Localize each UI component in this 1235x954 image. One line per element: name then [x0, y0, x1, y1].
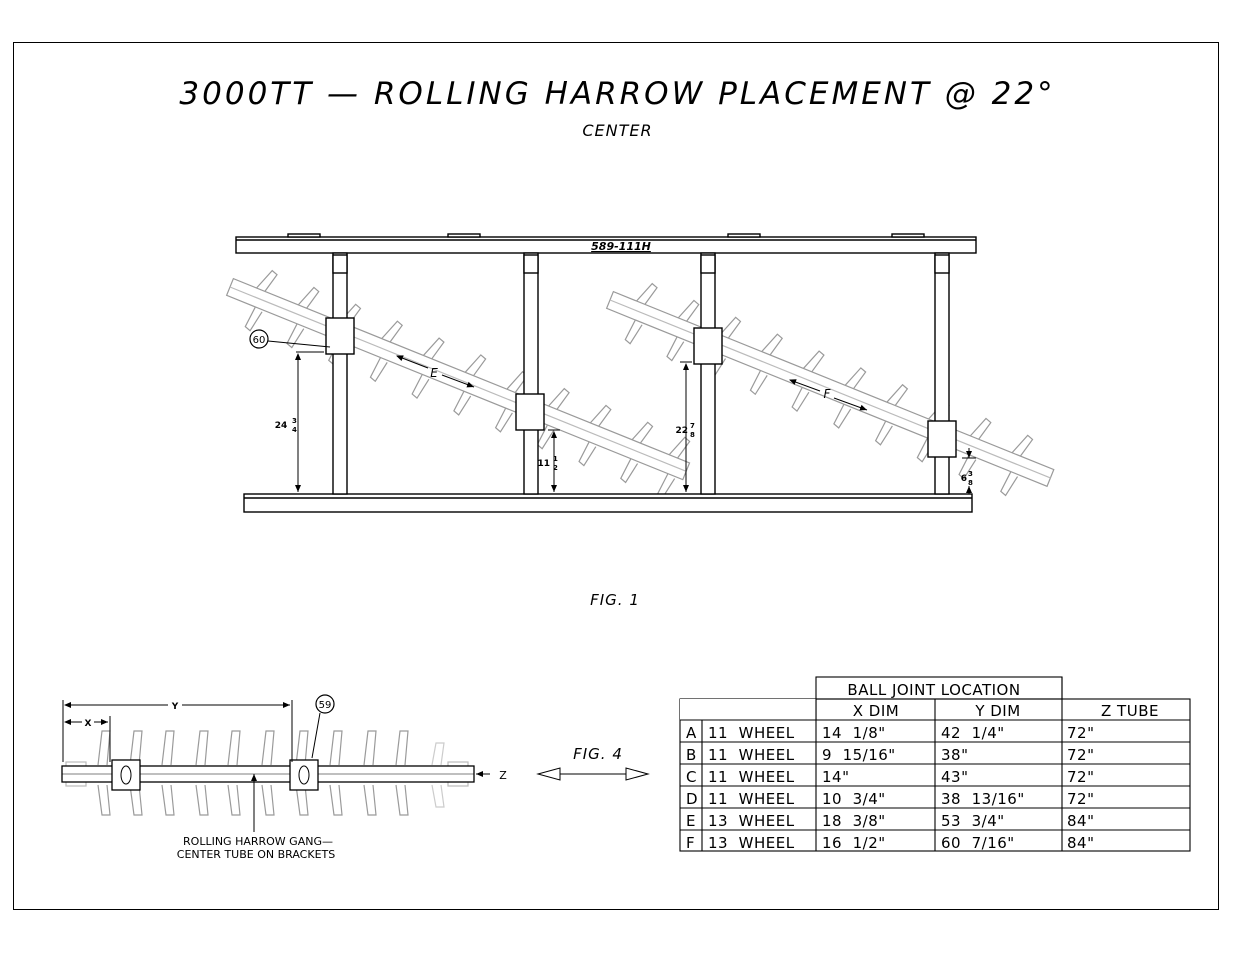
fig4-note-line1: ROLLING HARROW GANG—: [183, 835, 333, 848]
dim-6-3-8: [961, 470, 973, 487]
table-cell-wheel: 13 WHEEL: [708, 812, 795, 830]
dimension-lines: [296, 352, 976, 494]
table-cell-y: 60 7/16": [941, 834, 1015, 852]
table-rows: [686, 724, 1095, 852]
svg-text:8: 8: [968, 479, 973, 487]
table-cell-letter: D: [686, 790, 699, 808]
svg-text:2: 2: [553, 464, 558, 472]
table-cell-x: 14": [822, 768, 850, 786]
svg-text:22: 22: [675, 426, 688, 436]
svg-text:4: 4: [292, 426, 297, 434]
svg-text:3: 3: [968, 470, 973, 478]
drawing-subtitle: CENTER: [582, 121, 653, 140]
table-cell-z: 72": [1067, 790, 1095, 808]
drawing-title: 3000TT — ROLLING HARROW PLACEMENT @ 22°: [179, 76, 1056, 112]
dim-22-7-8: [675, 422, 695, 439]
gang-f-label: F: [823, 387, 831, 401]
svg-text:1: 1: [553, 455, 558, 463]
table-cell-x: 9 15/16": [822, 746, 896, 764]
table-cell-y: 43": [941, 768, 969, 786]
table-cell-x: 14 1/8": [822, 724, 886, 742]
fig4-y-label: Y: [171, 702, 179, 712]
table-cell-x: 16 1/2": [822, 834, 886, 852]
table-cell-y: 38 13/16": [941, 790, 1025, 808]
gang-e-label: E: [430, 366, 438, 380]
svg-text:7: 7: [690, 422, 695, 430]
table-cell-wheel: 11 WHEEL: [708, 768, 795, 786]
table-cell-letter: B: [686, 746, 697, 764]
dim-11-1-2: [537, 455, 558, 472]
table-cell-letter: C: [686, 768, 697, 786]
table-cell-z: 72": [1067, 746, 1095, 764]
svg-text:60: 60: [252, 335, 266, 346]
table-col-x: X DIM: [852, 702, 900, 720]
table-text: [847, 681, 1159, 720]
fig4-drawing: [62, 695, 490, 832]
dim-24-3-4: [275, 417, 297, 434]
table-col-y: Y DIM: [975, 702, 1021, 720]
table-cell-y: 53 3/4": [941, 812, 1005, 830]
svg-text:3: 3: [292, 417, 297, 425]
svg-text:11: 11: [537, 459, 550, 469]
table-cell-wheel: 11 WHEEL: [708, 746, 795, 764]
table-cell-y: 38": [941, 746, 969, 764]
table-cell-z: 84": [1067, 812, 1095, 830]
callout-59: 59: [318, 700, 332, 711]
table-cell-wheel: 11 WHEEL: [708, 724, 795, 742]
fig4-double-arrow: [538, 768, 648, 780]
table-cell-wheel: 13 WHEEL: [708, 834, 795, 852]
fig4-z-label: Z: [499, 769, 507, 782]
table-cell-letter: F: [686, 834, 696, 852]
fig1-caption: FIG. 1: [590, 591, 640, 609]
table-col-z: Z TUBE: [1101, 702, 1159, 720]
table-cell-x: 18 3/8": [822, 812, 886, 830]
svg-text:6: 6: [960, 474, 967, 484]
table-cell-y: 42 1/4": [941, 724, 1005, 742]
table-cell-letter: A: [686, 724, 697, 742]
svg-text:24: 24: [274, 421, 288, 431]
table-cell-letter: E: [686, 812, 696, 830]
svg-text:8: 8: [690, 431, 695, 439]
table-cell-z: 72": [1067, 768, 1095, 786]
table-group-header: BALL JOINT LOCATION: [847, 681, 1021, 699]
frame-part-label: 589-111H: [591, 240, 651, 253]
table-cell-z: 72": [1067, 724, 1095, 742]
fig4-note-line2: CENTER TUBE ON BRACKETS: [176, 848, 336, 861]
table-cell-z: 84": [1067, 834, 1095, 852]
table-cell-wheel: 11 WHEEL: [708, 790, 795, 808]
fig4-caption: FIG. 4: [573, 745, 623, 763]
fig4-x-label: X: [84, 719, 92, 729]
table-cell-x: 10 3/4": [822, 790, 886, 808]
